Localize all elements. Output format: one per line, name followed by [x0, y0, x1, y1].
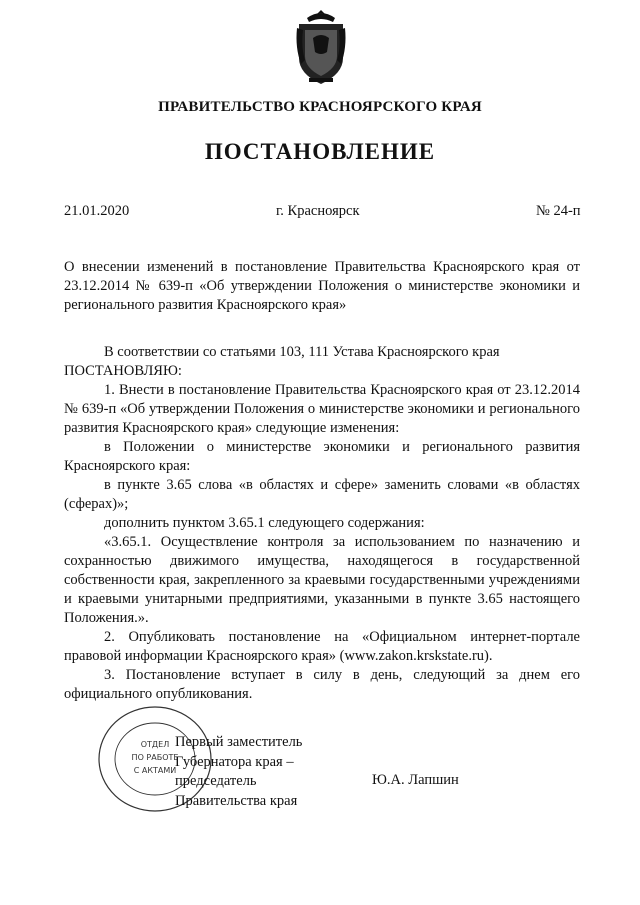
position-line: Правительства края [175, 792, 298, 809]
stamp-text: ОТДЕЛ [140, 740, 170, 749]
position-line: Первый заместитель [175, 734, 303, 750]
position-line: председатель [175, 773, 257, 789]
document-type-title: ПОСТАНОВЛЕНИЕ [204, 139, 436, 164]
paragraph: ПОСТАНОВЛЯЮ: [64, 363, 182, 379]
stamp-text: С АКТАМИ [133, 766, 177, 775]
paragraph: дополнить пунктом 3.65.1 следующего содержания: [104, 515, 425, 531]
document-city: г. Красноярск [276, 203, 360, 219]
paragraph: В соответствии со статьями 103, 111 Устава Красноярского края [104, 344, 500, 360]
document-number: № 24-п [536, 203, 581, 219]
position-line: Губернатора края – [175, 753, 294, 770]
document-date: 21.01.2020 [64, 203, 130, 219]
paragraph: 2. Опубликовать постановление на «Официальном интернет-портале правовой информации Красноярского края» (www.zakon.krskstate.ru). [64, 629, 580, 664]
stamp-text: ПО РАБОТЕ [131, 753, 179, 762]
paragraph: «3.65.1. Осуществление контроля за использованием по назначению и сохранностью движимого имущества, находящегося в государственной собственности края, закрепленного за краевыми государственными учреждениями и краевыми унитарными предприятиями, указанными в пункте 3.65 настоящего Положения.». [64, 534, 580, 626]
paragraph: 1. Внести в постановление Правительства Красноярского края от 23.12.2014 № 639-п «Об утверждении Положения о министерстве экономики и регионального развития Красноярского края» следующие изменения: [64, 382, 580, 436]
coat-of-arms-emblem [295, 8, 347, 86]
signatory-name: Ю.А. Лапшин [372, 772, 459, 788]
document-subject: О внесении изменений в постановление Правительства Красноярского края от 23.12.2014 № 639-п «Об утверждении Положения о министерстве экономики и регионального развития Красноярского края» [64, 259, 580, 313]
document-body [64, 343, 580, 704]
organization-heading: ПРАВИТЕЛЬСТВО КРАСНОЯРСКОГО КРАЯ [158, 99, 482, 115]
signatory-position [175, 733, 302, 811]
paragraph: в Положении о министерстве экономики и регионального развития Красноярского края: [64, 439, 580, 474]
paragraph: в пункте 3.65 слова «в областях и сфере» заменить словами «в областях (сферах)»; [64, 477, 580, 512]
paragraph: 3. Постановление вступает в силу в день, следующий за днем его официального опубликования. [64, 667, 580, 702]
